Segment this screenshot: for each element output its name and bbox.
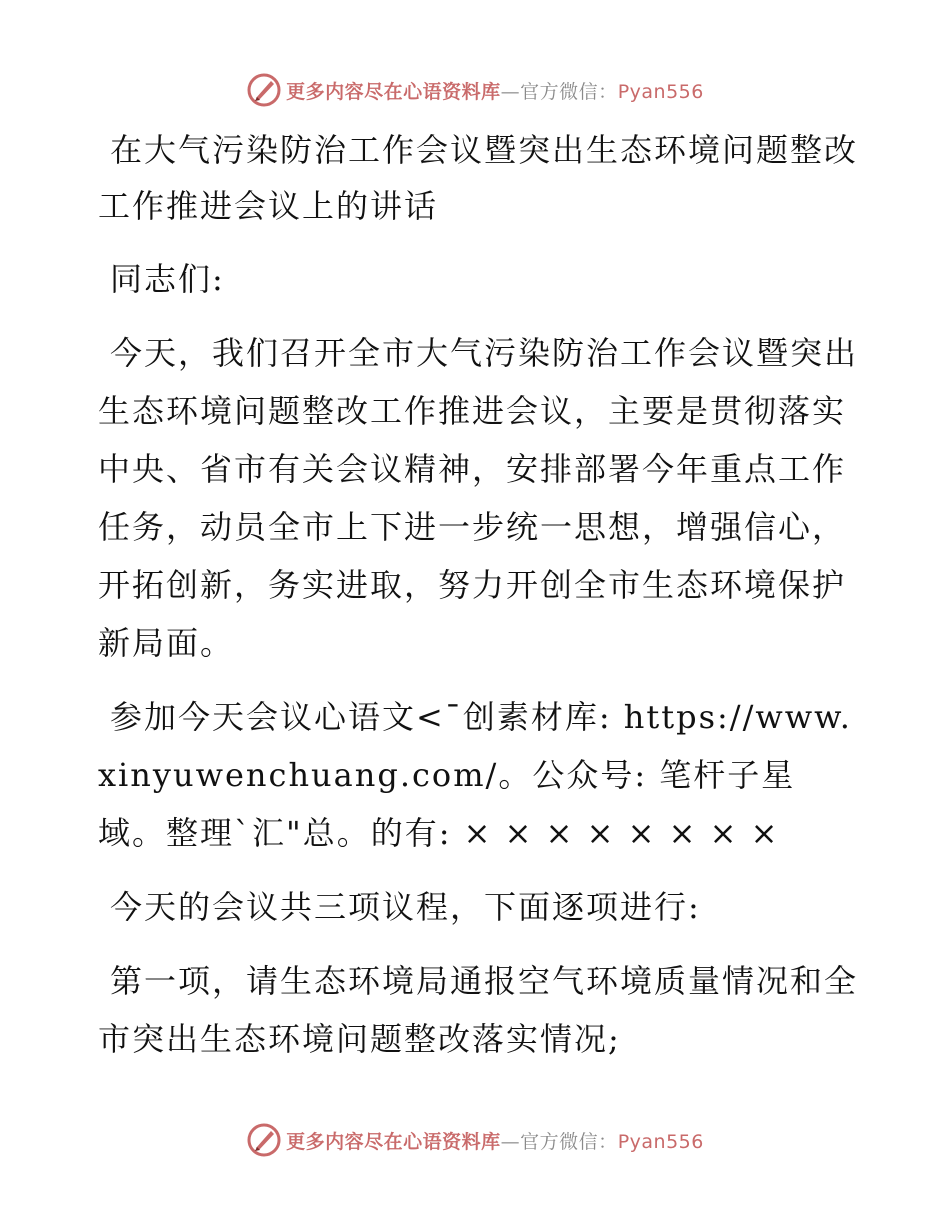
footer-banner (0, 1120, 950, 1160)
banner-separator: — (500, 80, 521, 103)
quill-pen-icon (246, 1122, 282, 1158)
document-body (98, 122, 858, 1084)
banner-official-label: 官方微信： (520, 80, 618, 103)
paragraph-greeting: 同志们: (110, 260, 225, 298)
paragraph-attendees: 参加今天会议心语文<¯创素材库: https://www.xinyuwenchuang.com/。公众号: 笔杆子星域。整理`汇"总。的有: × × × × × × × × (98, 698, 852, 852)
banner-official-label: 官方微信： (520, 1130, 618, 1153)
banner-separator: — (500, 1130, 521, 1153)
banner-brand: 更多内容尽在心语资料库 (286, 80, 501, 103)
paragraph-intro: 今天，我们召开全市大气污染防治工作会议暨突出生态环境问题整改工作推进会议，主要是贯彻落实中央、省市有关会议精神，安排部署今年重点工作任务，动员全市上下进一步统一思想，增强信心，开拓创新，务实进取，努力开创全市生态环境保护新局面。 (98, 334, 859, 662)
header-banner-text (286, 77, 704, 104)
header-banner (0, 70, 950, 110)
quill-pen-icon (246, 72, 282, 108)
document-title: 在大气污染防治工作会议暨突出生态环境问题整改工作推进会议上的讲话 (98, 131, 859, 225)
paragraph-agenda: 今天的会议共三项议程，下面逐项进行: (110, 888, 701, 926)
banner-account: Pyan556 (617, 1130, 704, 1153)
paragraph-item-one: 第一项，请生态环境局通报空气环境质量情况和全市突出生态环境问题整改落实情况; (98, 962, 859, 1058)
footer-banner-text (286, 1127, 704, 1154)
banner-brand: 更多内容尽在心语资料库 (286, 1130, 501, 1153)
banner-account: Pyan556 (617, 80, 704, 103)
